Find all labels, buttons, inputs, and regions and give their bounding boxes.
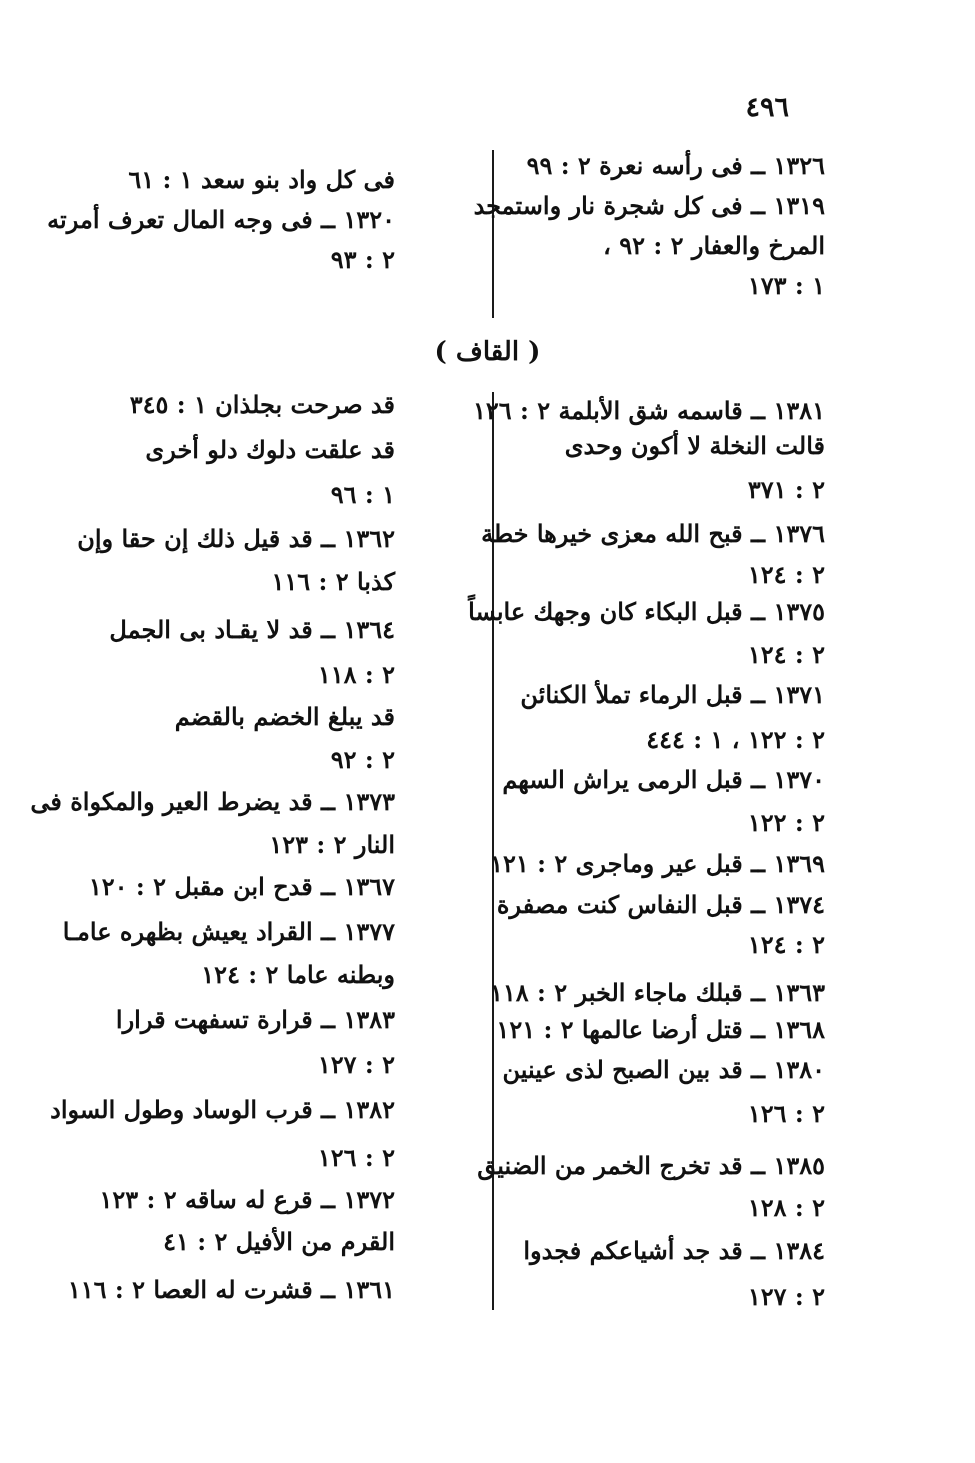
text-line: ١٣١٩ ــ فى كل شجرة نار واستمجد [473, 191, 825, 220]
text-line: ١٣٨١ ــ قاسمه شق الأبلمة ٢ : ١٢٦ [472, 396, 825, 425]
text-line: ٢ : ١٢٤ [747, 560, 825, 589]
text-line: ٢ : ١٢٧ [317, 1050, 395, 1079]
text-line: ١٣٢٦ ــ فى رأسه نعرة ٢ : ٩٩ [526, 151, 825, 180]
text-line: ١٣٨٤ ــ قد جد أشياعكم فجدوا [523, 1236, 825, 1265]
text-line: قد صرحت بجلذان ١ : ٣٤٥ [129, 390, 395, 419]
text-line: ١٣٧٢ ــ قرع له ساقه ٢ : ١٢٣ [99, 1185, 395, 1214]
text-line: ٢ : ١١٨ [317, 660, 395, 689]
text-line: المرخ والعفار ٢ : ٩٢ ، [603, 231, 825, 260]
text-line: ١٣٦٤ ــ قد لا يقـاد بى الجمل [109, 615, 395, 644]
text-line: ١٣٧١ ــ قبل الرماء تملأ الكنائن [520, 680, 825, 709]
text-line: ١٣٦٧ ــ قدح ابن مقبل ٢ : ١٢٠ [88, 872, 395, 901]
text-line: ١ : ٩٦ [330, 480, 395, 509]
text-line: ٢ : ١٢٤ [747, 640, 825, 669]
text-line: قد علقت دلوك دلو أخرى [145, 435, 395, 464]
text-line: ٢ : ٣٧١ [747, 475, 825, 504]
text-line: فى كل واد بنو سعد ١ : ٦١ [128, 165, 395, 194]
top-column-divider [492, 150, 494, 318]
text-line: ١٣٢٠ ــ فى وجه المال تعرف أمرته [47, 205, 395, 234]
text-line: ١٣٨٣ ــ قرارة تسفهت قرارا [115, 1005, 395, 1034]
text-line: ١٣٧٧ ــ القراد يعيش بظهره عامـا [62, 917, 395, 946]
text-line: قالت النخلة لا أكون وحدى [564, 431, 825, 460]
text-line: النار ٢ : ١٢٣ [269, 830, 395, 859]
text-line: ١٣٦٢ ــ قد قيل ذلك إن حقا وإن [77, 524, 395, 553]
text-line: ١ : ١٧٣ [747, 271, 825, 300]
text-line: ٢ : ١٢٤ [747, 930, 825, 959]
text-line: ٢ : ١٢٦ [317, 1143, 395, 1172]
text-line: ٢ : ٩٢ [330, 745, 395, 774]
text-line: ٢ : ٩٣ [330, 245, 395, 274]
text-line: ١٣٨٠ ــ قد بين الصبح لذى عينين [502, 1055, 825, 1084]
text-line: ١٣٦٣ ــ قبلك ماجاء الخبر ٢ : ١١٨ [490, 978, 825, 1007]
text-line: وبطنه عاما ٢ : ١٢٤ [201, 960, 395, 989]
text-line: ١٣٦٨ ــ قتل أرضا عالمها ٢ : ١٢١ [496, 1015, 825, 1044]
text-line: ١٣٧٠ ــ قبل الرمى يراش السهم [502, 765, 825, 794]
text-line: ٢ : ١٢٨ [747, 1193, 825, 1222]
text-line: قد يبلغ الخضم بالقضم [174, 702, 395, 731]
text-line: ٢ : ١٢٧ [747, 1282, 825, 1311]
text-line: ٢ : ١٢٢ ، ١ : ٤٤٤ [646, 725, 825, 754]
text-line: ١٣٨٢ ــ قرب الوساد وطول السواد [50, 1095, 395, 1124]
page-number: ٤٩٦ [745, 92, 789, 123]
text-line: ١٣٧٥ ــ قبل البكاء كان وجهك عابساً [468, 597, 825, 626]
text-line: ١٣٧٦ ــ قبح الله معزى خيرها خطة [481, 519, 825, 548]
text-line: القرم من الأفيل ٢ : ٤١ [163, 1227, 395, 1256]
text-line: ٢ : ١٢٦ [747, 1099, 825, 1128]
text-line: ١٣٧٣ ــ قد يضرط العير والمكواة فى [30, 787, 395, 816]
text-line: ٢ : ١٢٢ [747, 808, 825, 837]
text-line: ١٣٦١ ــ قشرت له العصا ٢ : ١١٦ [67, 1275, 395, 1304]
text-line: ١٣٨٥ ــ قد تخرج الخمر من الضنيق [477, 1151, 825, 1180]
text-line: ١٣٦٩ ــ قبل عير وماجرى ٢ : ١٢١ [490, 849, 825, 878]
text-line: ١٣٧٤ ــ قبل النفاس كنت مصفرة [496, 890, 825, 919]
section-heading: ( القاف ) [434, 337, 541, 367]
text-line: كذبا ٢ : ١١٦ [271, 567, 395, 596]
